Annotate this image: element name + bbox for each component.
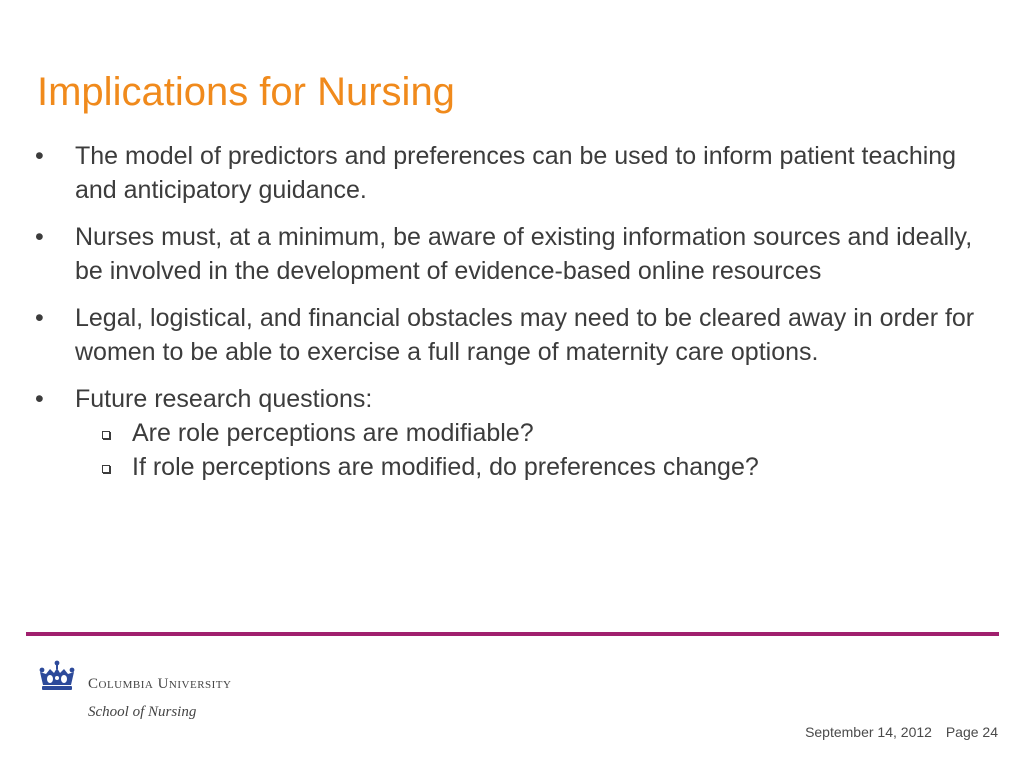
sub-bullet-list [75, 416, 993, 484]
square-bullet-icon [102, 431, 110, 439]
slide-footer [805, 724, 998, 740]
bullet-text: The model of predictors and preferences can be used to inform patient teaching and anticipatory guidance. [75, 142, 957, 204]
logo-school-name: School of Nursing [88, 704, 197, 720]
bullet-dot: • [35, 304, 44, 332]
footer-divider [26, 632, 999, 636]
columbia-logo [38, 660, 278, 730]
crown-icon [38, 660, 76, 692]
bullet-text: Future research questions: [75, 385, 373, 413]
sub-bullet-text: If role perceptions are modified, do preferences change? [132, 453, 759, 481]
footer-page-number: Page 24 [945, 724, 998, 740]
square-bullet-icon [102, 465, 110, 473]
bullet-item [33, 382, 993, 484]
bullet-item [33, 220, 993, 288]
slide-title: Implications for Nursing [37, 70, 455, 114]
bullet-item [33, 301, 993, 369]
bullet-item [33, 139, 993, 207]
bullet-dot: • [35, 142, 44, 170]
footer-date: September 14, 2012 [805, 724, 932, 740]
logo-university-name: Columbia University [88, 676, 232, 692]
sub-bullet-item [75, 416, 993, 450]
bullet-text: Legal, logistical, and financial obstacles may need to be cleared away in order for women to be able to exercise a full range of maternity care options. [75, 304, 975, 366]
sub-bullet-item [75, 450, 993, 484]
bullet-text: Nurses must, at a minimum, be aware of existing information sources and ideally, be involved in the development of evidence-based online resources [75, 223, 973, 285]
bullet-dot: • [35, 385, 44, 413]
sub-bullet-text: Are role perceptions are modifiable? [132, 419, 534, 447]
bullet-list [33, 139, 993, 497]
bullet-dot: • [35, 223, 44, 251]
